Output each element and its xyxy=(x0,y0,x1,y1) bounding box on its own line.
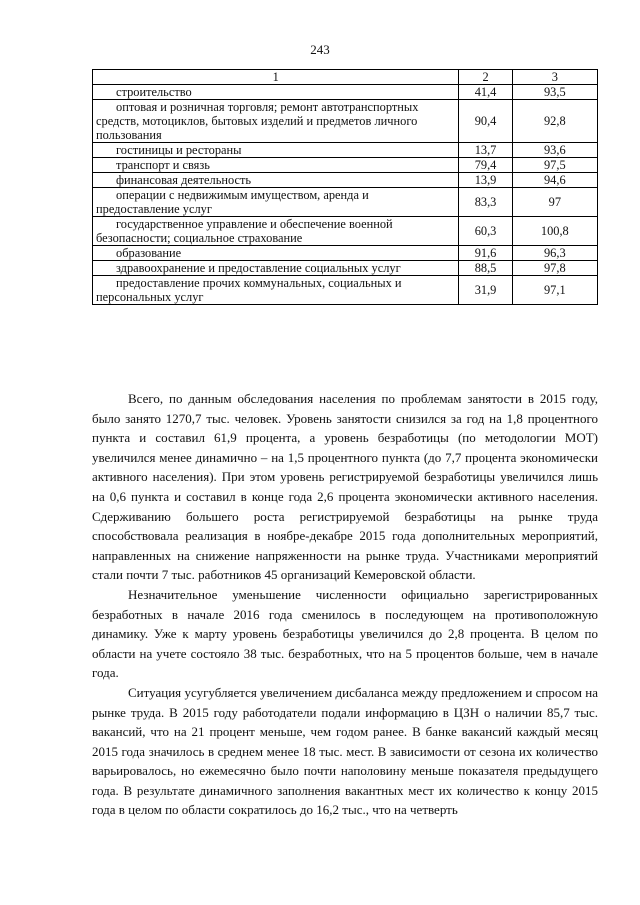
table-cell-value: 60,3 xyxy=(459,217,512,246)
table-cell-value: 97,8 xyxy=(512,261,597,276)
table-row xyxy=(93,276,598,305)
table-cell-value: 93,6 xyxy=(512,143,597,158)
table-cell-name: государственное управление и обеспечение военной безопасности; социальное страхование xyxy=(93,217,459,246)
table-cell-value: 92,8 xyxy=(512,100,597,143)
data-table xyxy=(92,69,598,305)
table-row xyxy=(93,217,598,246)
table-cell-name: оптовая и розничная торговля; ремонт автотранспортных средств, мотоциклов, бытовых изделий и предметов личного пользования xyxy=(93,100,459,143)
table-cell-name: транспорт и связь xyxy=(93,158,459,173)
table-row xyxy=(93,85,598,100)
table-header-cell: 3 xyxy=(512,70,597,85)
table-cell-value: 94,6 xyxy=(512,173,597,188)
table-cell-value: 100,8 xyxy=(512,217,597,246)
table-cell-value: 90,4 xyxy=(459,100,512,143)
paragraph: Незначительное уменьшение численности официально зарегистрированных безработных в начале 2016 года сменилось в последующем на противоположную динамику. Уже к марту уровень безработицы увеличился до 2,8 процента. В целом по области на учете состояло 38 тыс. безработных, что на 5 процентов больше, чем в начале года. xyxy=(92,586,598,681)
table-header-cell: 1 xyxy=(93,70,459,85)
table-row xyxy=(93,158,598,173)
table-cell-value: 97,1 xyxy=(512,276,597,305)
table-cell-value: 13,9 xyxy=(459,173,512,188)
body-text xyxy=(92,389,598,820)
table-row xyxy=(93,173,598,188)
table-row xyxy=(93,246,598,261)
table-cell-name: операции с недвижимым имуществом, аренда и предоставление услуг xyxy=(93,188,459,217)
table-cell-name: предоставление прочих коммунальных, социальных и персональных услуг xyxy=(93,276,459,305)
table-cell-name: строительство xyxy=(93,85,459,100)
table-cell-name: гостиницы и рестораны xyxy=(93,143,459,158)
table-row xyxy=(93,261,598,276)
paragraph: Всего, по данным обследования населения по проблемам занятости в 2015 году, было занято 1270,7 тыс. человек. Уровень занятости снизился за год на 1,8 процентного пункта и составил 61,9 процента, а уровень безработицы (по методологии МОТ) увеличился менее динамично – на 1,5 процентного пункта (до 7,7 процента экономически активного населения). При этом уровень регистрируемой безработицы увеличился лишь на 0,6 пункта и составил в конце года 2,6 процента экономически активного населения. Сдерживанию большего роста регистрируемой безработицы на рынке труда способствовала реализация в ноябре-декабре 2015 года дополнительных мероприятий, направленных на снижение напряженности на рынке труда. Участниками мероприятий стали почти 7 тыс. работников 45 организаций Кемеровской области. xyxy=(92,391,598,583)
table-cell-value: 41,4 xyxy=(459,85,512,100)
table-cell-value: 93,5 xyxy=(512,85,597,100)
table-cell-name: здравоохранение и предоставление социальных услуг xyxy=(93,261,459,276)
table-header-row xyxy=(93,70,598,85)
paragraph: Ситуация усугубляется увеличением дисбаланса между предложением и спросом на рынке труда. В 2015 году работодатели подали информацию в ЦЗН о наличии 85,7 тыс. вакансий, что на 21 процент меньше, чем годом ранее. В банке вакансий каждый месяц 2015 года значилось в среднем менее 18 тыс. мест. В зависимости от сезона их количество варьировалось, но ежемесячно было почти наполовину меньше показателя предыдущего года. В результате динамичного заполнения вакантных мест их количество к концу 2015 года в целом по области сократилось до 16,2 тыс., что на четверть xyxy=(92,684,598,818)
page-number: 243 xyxy=(310,42,330,57)
table-cell-value: 97 xyxy=(512,188,597,217)
table-row xyxy=(93,100,598,143)
table-cell-value: 96,3 xyxy=(512,246,597,261)
table-cell-value: 97,5 xyxy=(512,158,597,173)
table-cell-name: образование xyxy=(93,246,459,261)
table-cell-name: финансовая деятельность xyxy=(93,173,459,188)
table-row xyxy=(93,143,598,158)
table-row xyxy=(93,188,598,217)
table-cell-value: 83,3 xyxy=(459,188,512,217)
table-cell-value: 31,9 xyxy=(459,276,512,305)
table-cell-value: 88,5 xyxy=(459,261,512,276)
table-cell-value: 13,7 xyxy=(459,143,512,158)
table-cell-value: 91,6 xyxy=(459,246,512,261)
table-cell-value: 79,4 xyxy=(459,158,512,173)
table-header-cell: 2 xyxy=(459,70,512,85)
